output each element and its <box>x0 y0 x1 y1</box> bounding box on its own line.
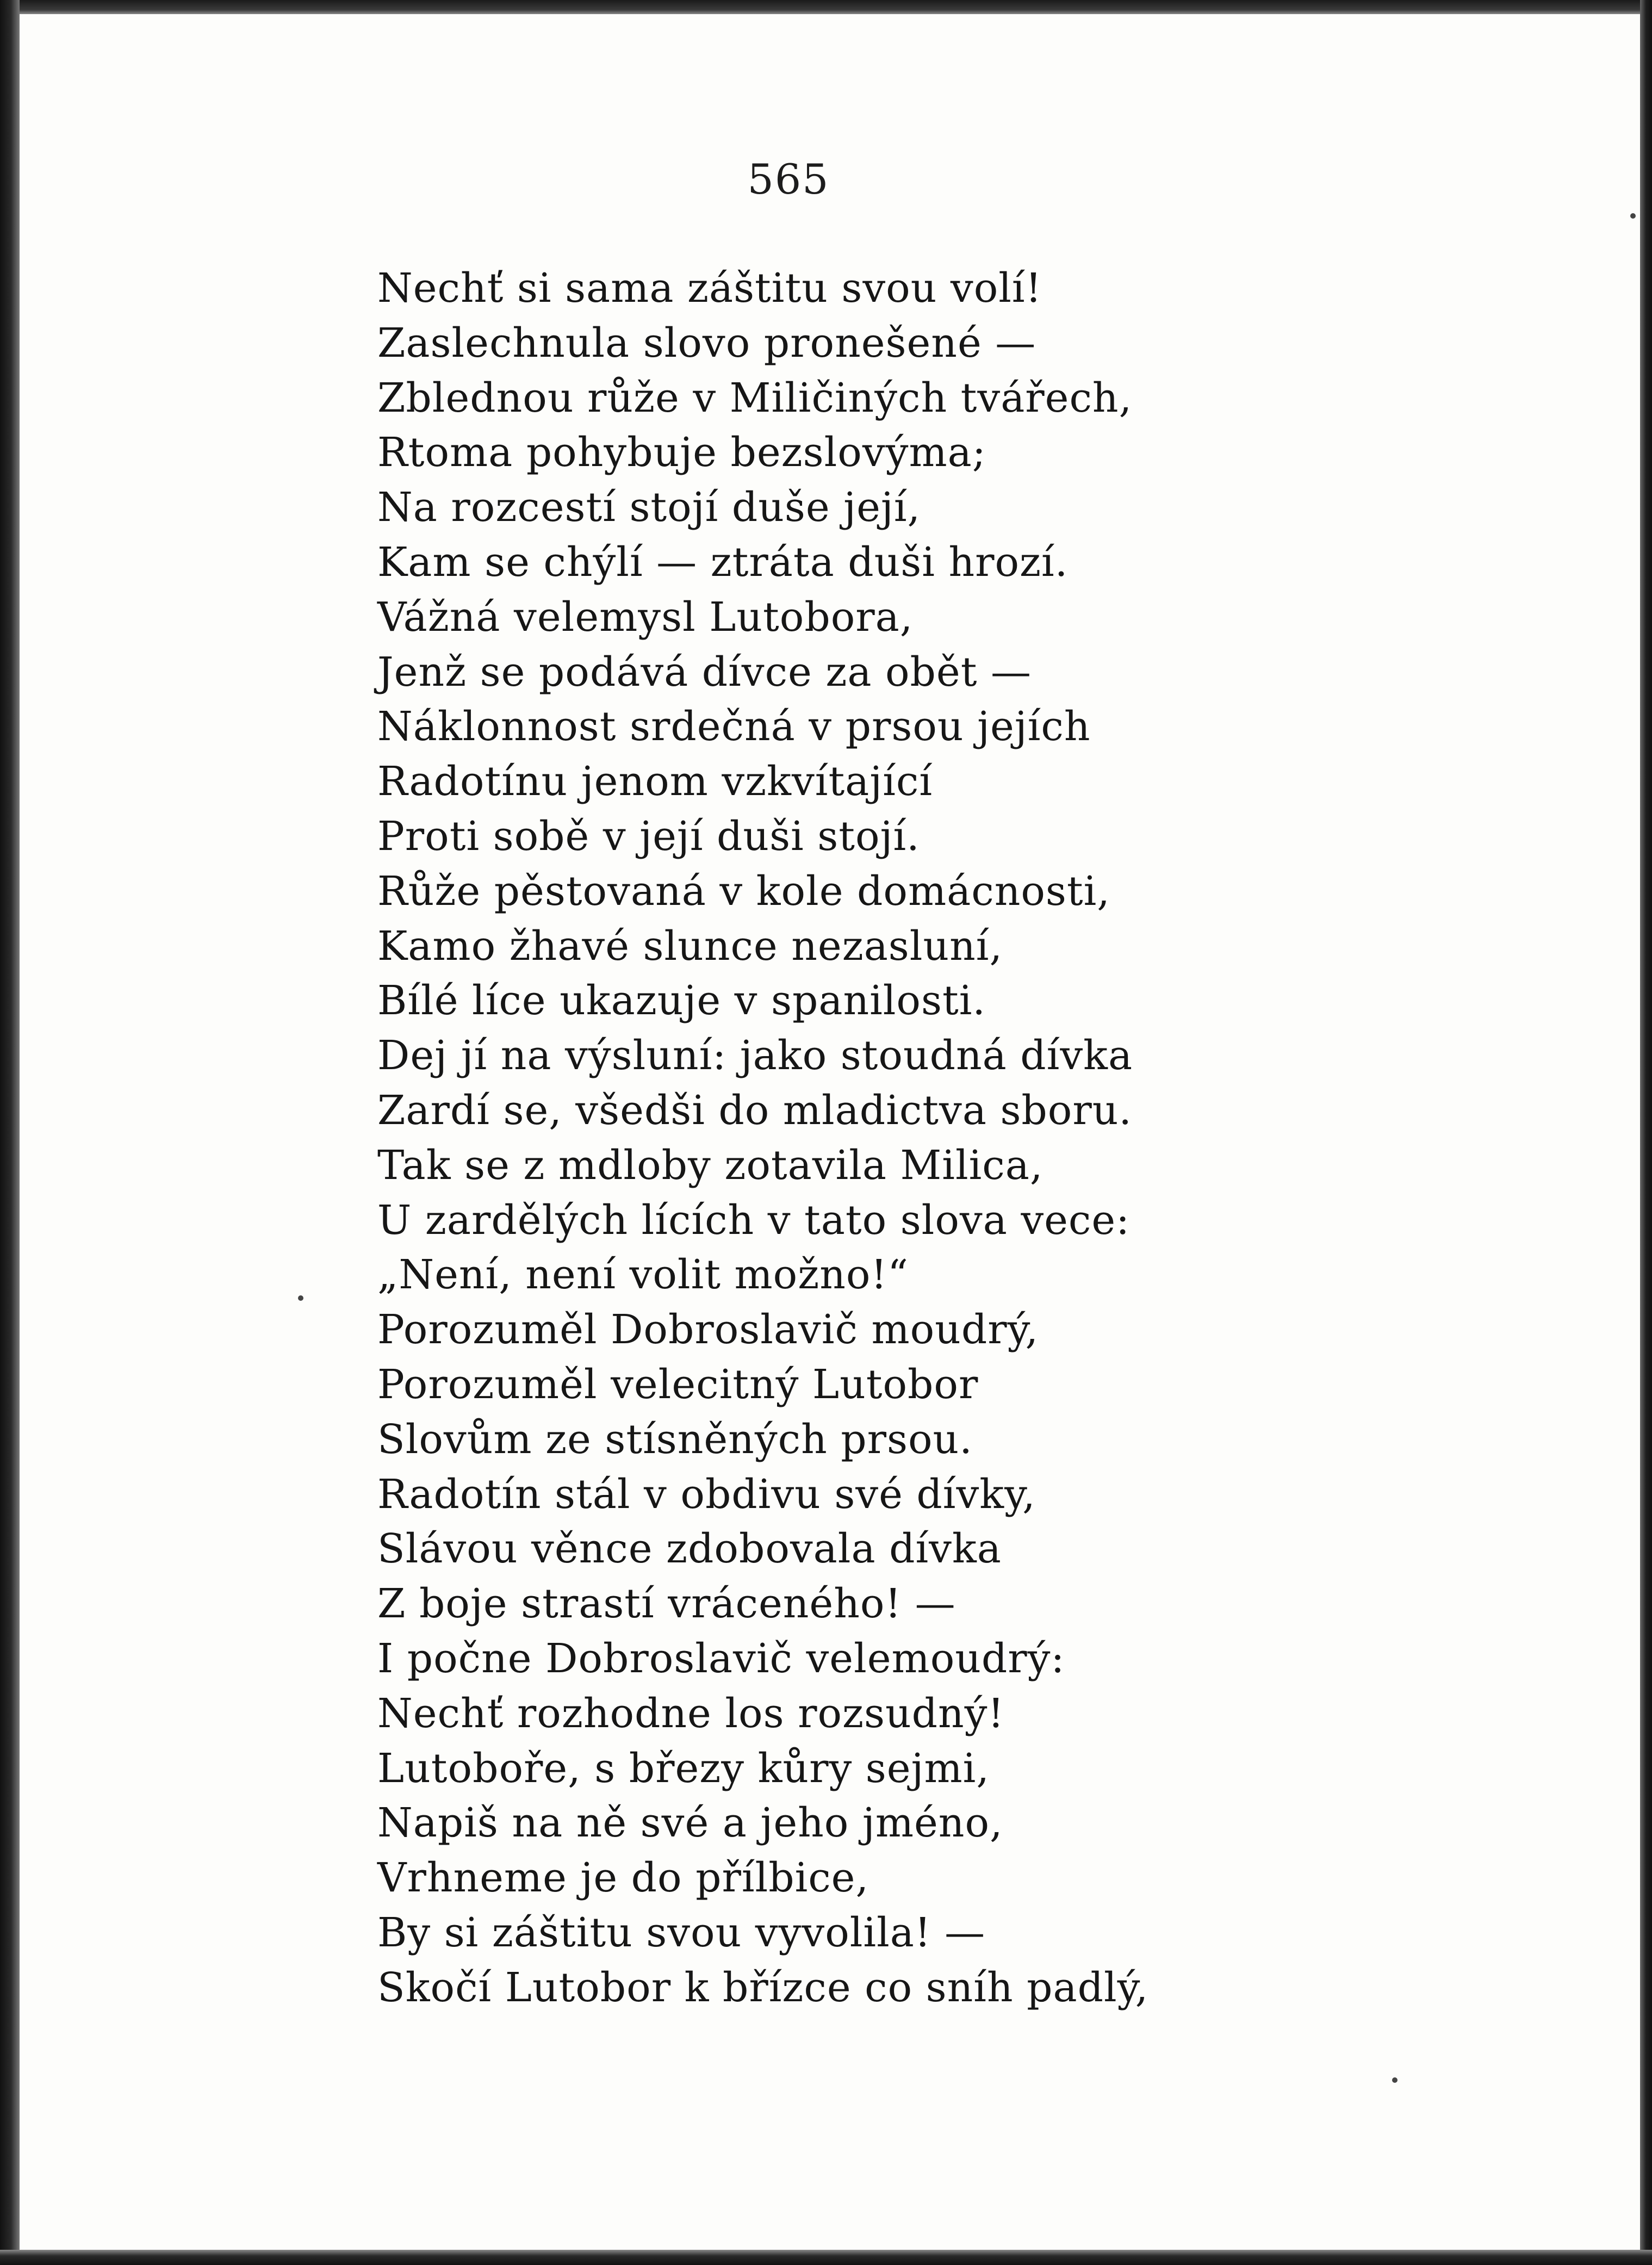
poem-line: Vrhneme je do přílbice, <box>377 1854 869 1902</box>
poem-line: Vážná velemysl Lutobora, <box>377 593 914 641</box>
poem-line: Porozuměl velecitný Lutobor <box>377 1361 979 1408</box>
poem-text <box>377 261 1519 2015</box>
poem-line: Zaslechnula slovo pronešené — <box>377 319 1036 367</box>
poem-line: Bílé líce ukazuje v spanilosti. <box>377 977 986 1025</box>
poem-line: Kamo žhavé slunce nezasluní, <box>377 922 1003 970</box>
page-number: 565 <box>747 155 830 203</box>
scan-border-top <box>0 0 1652 14</box>
poem-line: Kam se chýlí — ztráta duši hrozí. <box>377 538 1069 586</box>
poem-line: Nechť si sama záštitu svou volí! <box>377 265 1042 312</box>
poem-line: Náklonnost srdečná v prsou jejích <box>377 703 1091 750</box>
poem-line: Radotínu jenom vzkvítající <box>377 758 933 805</box>
scan-border-left <box>0 0 20 2265</box>
poem-line: I počne Dobroslavič velemoudrý: <box>377 1635 1065 1682</box>
poem-line: Radotín stál v obdivu své dívky, <box>377 1470 1036 1518</box>
poem-line: Dej jí na výsluní: jako stoudná dívka <box>377 1032 1133 1079</box>
poem-line: Napiš na ně své a jeho jméno, <box>377 1799 1003 1847</box>
poem-line: Na rozcestí stojí duše její, <box>377 484 921 531</box>
scan-speck <box>1630 213 1636 219</box>
poem-line: Skočí Lutobor k břízce co sníh padlý, <box>377 1964 1149 2011</box>
poem-line: Rtoma pohybuje bezslovýma; <box>377 429 986 476</box>
scan-border-right <box>1640 0 1652 2265</box>
poem-line: Zblednou růže v Miličiných tvářech, <box>377 374 1133 421</box>
poem-line: U zardělých lících v tato slova vece: <box>377 1196 1131 1244</box>
poem-line: Porozuměl Dobroslavič moudrý, <box>377 1306 1039 1354</box>
poem-line: Slávou věnce zdobovala dívka <box>377 1525 1002 1573</box>
poem-line: Tak se z mdloby zotavila Milica, <box>377 1141 1044 1189</box>
poem-line: Jenž se podává dívce za obět — <box>377 648 1032 696</box>
poem-line: By si záštitu svou vyvolila! — <box>377 1909 986 1956</box>
scan-border-bottom <box>0 2250 1652 2265</box>
poem-line: Proti sobě v její duši stojí. <box>377 812 920 860</box>
poem-line: Zardí se, všedši do mladictva sboru. <box>377 1087 1132 1134</box>
scan-speck <box>298 1295 303 1301</box>
poem-line: Růže pěstovaná v kole domácnosti, <box>377 867 1110 915</box>
scan-speck <box>1392 2077 1398 2083</box>
poem-line: Lutoboře, s březy kůry sejmi, <box>377 1745 990 1792</box>
poem-line: Nechť rozhodne los rozsudný! <box>377 1690 1005 1737</box>
poem-line: Slovům ze stísněných prsou. <box>377 1416 973 1463</box>
poem-line: „Není, není volit možno!“ <box>377 1251 909 1299</box>
poem-line: Z boje strastí vráceného! — <box>377 1580 956 1628</box>
